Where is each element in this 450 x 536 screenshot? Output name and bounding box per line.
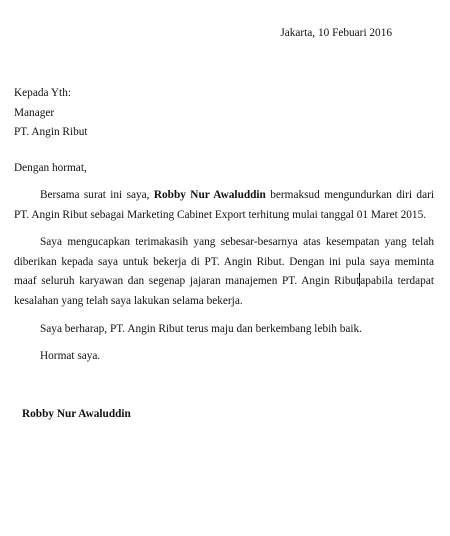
paragraph-thanks-start: Saya mengucapkan terimakasih yang sebesar-besarnya atas kesempatan yang telah diberikan kepada saya untuk bekerja di PT. Angin Ribut. Dengan ini pula saya meminta maaf seluruh karyawan dan segenap jajaran manajemen PT. Angin Ribut: [14, 236, 434, 288]
recipient-block: [14, 84, 88, 143]
recipient-line-greeting: Kepada Yth:: [14, 87, 71, 99]
letter-date: Jakarta, 10 Febuari 2016: [280, 27, 392, 39]
closing: Hormat saya.: [40, 350, 101, 363]
paragraph-thanks-end: apabila terdapat kesalahan yang telah saya lakukan selama bekerja.: [14, 275, 434, 307]
paragraph-resignation-start: Bersama surat ini saya,: [40, 189, 154, 201]
paragraph-resignation-end: bermaksud mengundurkan diri dari PT. Angin Ribut sebagai Marketing Cabinet Export terhitung mulai tanggal 01 Maret 2015.: [14, 189, 434, 221]
sender-name-bold: Robby Nur Awaluddin: [153, 189, 266, 201]
signature-name: Robby Nur Awaluddin: [22, 408, 131, 420]
letter-body: [14, 186, 434, 375]
recipient-line-company: PT. Angin Ribut: [14, 126, 88, 138]
paragraph-resignation: [14, 186, 434, 225]
recipient-line-position: Manager: [14, 106, 55, 119]
salutation: Dengan hormat,: [14, 162, 87, 174]
paragraph-hope: Saya berharap, PT. Angin Ribut terus maju dan berkembang lebih baik.: [40, 322, 362, 335]
paragraph-thanks: [14, 233, 434, 311]
